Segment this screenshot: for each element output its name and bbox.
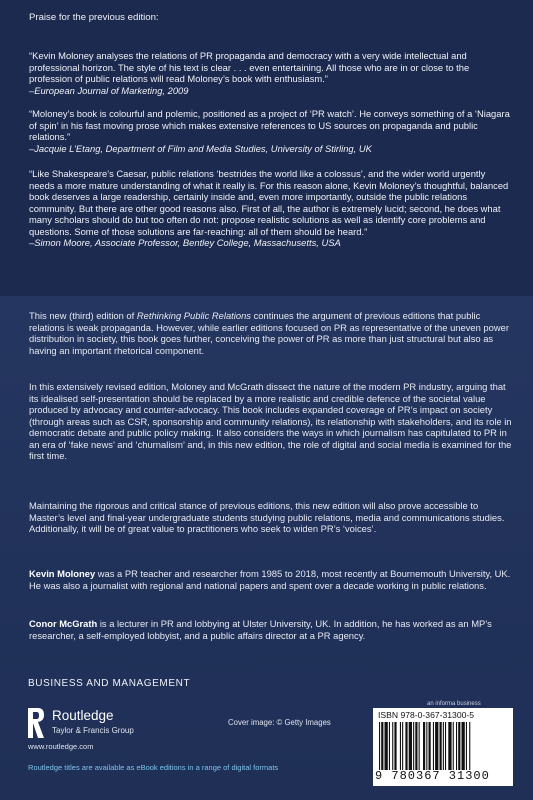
author-bio-text: is a lecturer in PR and lobbying at Ulster University, UK. In addition, he has worked as an MP’s researcher, a self-employed lobbyist, and a public affairs director at a PR agency. [29, 618, 492, 641]
book-title: Rethinking Public Relations [136, 310, 251, 321]
barcode-bar [429, 722, 431, 770]
publisher-website[interactable]: www.routledge.com [28, 742, 94, 751]
barcode-digits: 9 780367 31300 [375, 769, 490, 783]
praise-heading: Praise for the previous edition: [29, 12, 159, 23]
quote-text: “Like Shakespeare’s Caesar, public relations ‘bestrides the world like a colossus’, and the wider world urgently needs a more mature understanding of what it really is. For this reason alone, Kevin Moloney’s thoughtful, balanced book deserves a large readership, certainly inside and, even more importantly, outside the public relations community. But there are other good reasons also. First of all, the author is extremely lucid; second, he does what many scholars should do but too often do not: propose realistic solutions as well as identify core problems and questions. Some of those solutions are far-reaching: all of them should be heard.” [29, 168, 509, 237]
description-paragraph [29, 310, 513, 356]
barcode-bar [445, 722, 446, 770]
quote-text: “Moloney’s book is colourful and polemic, positioned as a project of ‘PR watch’. He conveys something of a ‘Niagara of spin’ in his fast moving prose which makes extensive references to US sources on propaganda and public relations.” [29, 108, 510, 142]
barcode-bar [426, 722, 427, 770]
barcode-bar [448, 722, 451, 770]
isbn-number: ISBN 978-0-367-31300-5 [378, 710, 475, 720]
barcode-bar [381, 722, 383, 770]
barcode-bar [385, 722, 388, 770]
barcode-bar [405, 722, 407, 770]
barcode-bar [458, 722, 460, 770]
description-paragraph: In this extensively revised edition, Moloney and McGrath dissect the nature of the modern PR industry, arguing that its idealised self-presentation should be replaced by a more realistic and credible defence of the societal value produced by advocacy and counter-advocacy. This book includes expanded coverage of PR’s impact on society (through areas such as CSR, sponsorship and community relations), its relationship with stakeholders, and its role in democratic debate and public policy making. It also considers the ways in which journalism has capitulated to PR in an era of ‘fake news’ and ‘churnalism’ and, in this new edition, the role of digital and social media is examined for the first time. [29, 381, 512, 461]
barcode-bar [400, 722, 401, 770]
description-text: This new (third) edition of [29, 310, 137, 321]
quote-attribution: –European Journal of Marketing, 2009 [29, 84, 189, 96]
author-name: Kevin Moloney [29, 568, 96, 579]
routledge-logo-icon [26, 706, 46, 740]
barcode-bar [409, 722, 412, 770]
praise-quote [29, 168, 511, 249]
description-text: continues the argument of previous editions that public relations is weak propaganda. However, while earlier editions focused on PR as representative of the uneven power distribution in society, this book goes further, conceiving the power of PR as more than just structural but also as having an important rhetorical component. [29, 310, 509, 356]
author-name: Conor McGrath [29, 618, 98, 629]
barcode-bar [413, 722, 414, 770]
barcode-bar [423, 722, 425, 770]
author-bio [29, 568, 513, 591]
barcode-bars-icon [379, 722, 507, 770]
barcode-bar [379, 722, 380, 770]
barcode-bar [433, 722, 434, 770]
publisher-group: Taylor & Francis Group [52, 726, 134, 735]
barcode-bar [394, 722, 396, 770]
barcode-bar [456, 722, 457, 770]
praise-quote [29, 108, 511, 154]
barcode-bar [389, 722, 390, 770]
barcode-bar [419, 722, 420, 770]
informa-tagline: an informa business [427, 701, 481, 707]
barcode-bar [415, 722, 417, 770]
barcode-bar [443, 722, 444, 770]
cover-credit: Cover image: © Getty Images [228, 718, 331, 727]
barcode-bar [466, 722, 467, 770]
description-paragraph: Maintaining the rigorous and critical stance of previous editions, this new edition will also prove accessible to Master’s level and final-year undergraduate students studying public relations, media and communications studies. Additionally, it will be of great value to practitioners who seek to widen PR’s ‘voices’. [29, 500, 505, 534]
barcode-bar [440, 722, 442, 770]
barcode-bar [453, 722, 454, 770]
barcode-bar [435, 722, 438, 770]
praise-quote [29, 50, 511, 96]
publisher-name: Routledge [52, 708, 114, 723]
quote-text: “Kevin Moloney analyses the relations of PR propaganda and democracy with a very wide intellectual and professional horizon. The style of his text is clear . . . even entertaining. All those who are in or close to the profession of public relations will read Moloney’s book with enthusiasm.” [29, 50, 470, 84]
quote-attribution: –Jacquie L’Etang, Department of Film and Media Studies, University of Stirling, UK [29, 142, 372, 154]
author-bio [29, 618, 513, 641]
barcode-bar [402, 722, 403, 770]
publisher-logo [26, 706, 176, 742]
ebook-note: Routledge titles are available as eBook editions in a range of digital formats [28, 763, 279, 772]
barcode-bar [469, 722, 470, 770]
barcode-bar [392, 722, 393, 770]
barcode-bar [462, 722, 465, 770]
quote-attribution: –Simon Moore, Associate Professor, Bentley College, Massachusetts, USA [29, 237, 341, 248]
author-bio-text: was a PR teacher and researcher from 1985 to 2018, most recently at Bournemouth University, UK. He was also a journalist with regional and national papers and spent over a decade working in public relations. [29, 568, 511, 591]
subject-category: BUSINESS AND MANAGEMENT [28, 678, 191, 689]
isbn-barcode [373, 708, 513, 786]
